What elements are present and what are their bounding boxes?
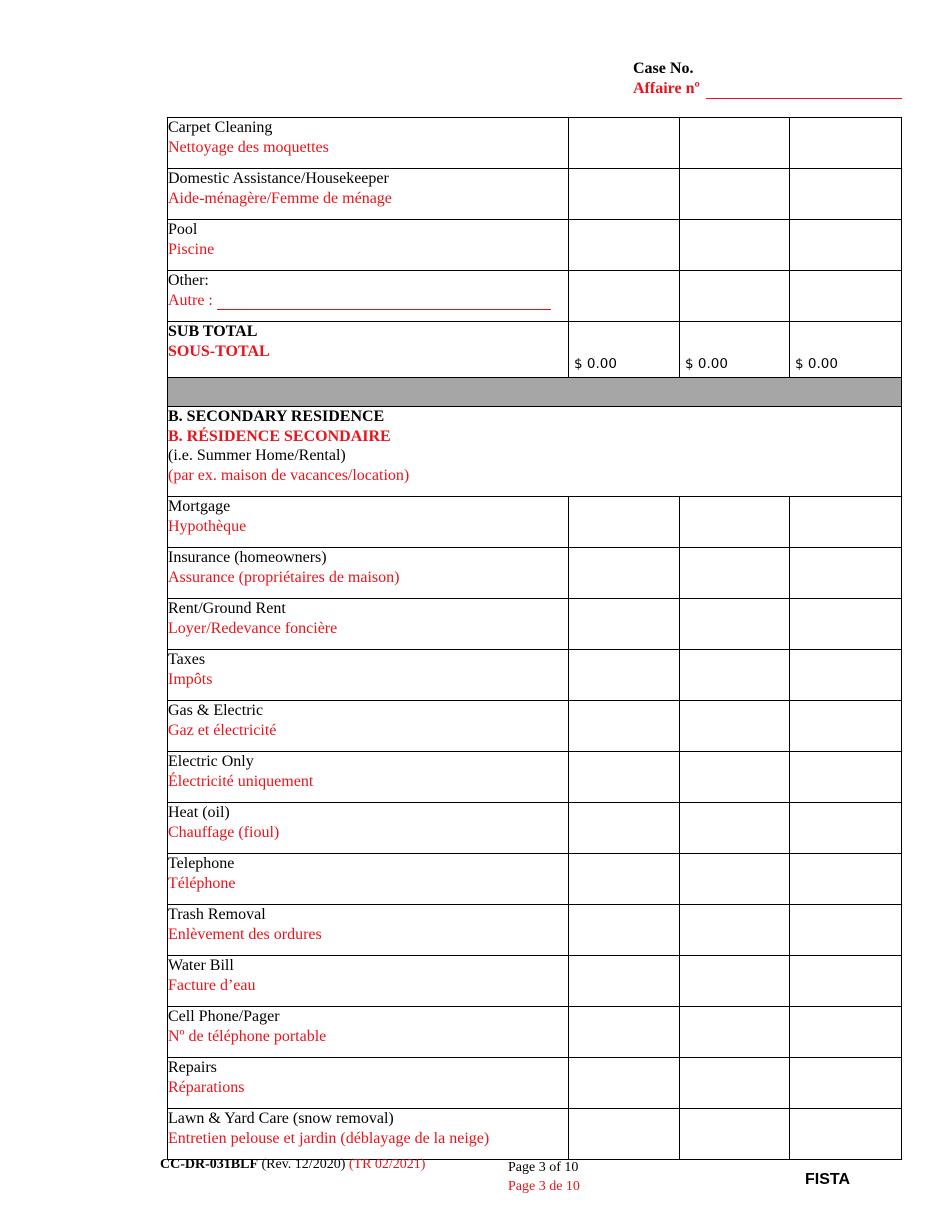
- row-label: [168, 803, 569, 854]
- amount-cell[interactable]: [569, 905, 680, 956]
- table-row: [168, 1058, 902, 1109]
- section-note-en: (i.e. Summer Home/Rental): [168, 447, 346, 464]
- table-row: [168, 905, 902, 956]
- row-label-en: Gas & Electric: [168, 702, 264, 719]
- form-code: [160, 1157, 425, 1173]
- subtotal-label-en: SUB TOTAL: [168, 323, 258, 340]
- row-label: [168, 1007, 569, 1058]
- amount-cell[interactable]: [680, 1109, 790, 1160]
- amount-cell[interactable]: [569, 1007, 680, 1058]
- row-label: [168, 752, 569, 803]
- amount-cell[interactable]: [790, 1007, 902, 1058]
- subtotal-value: $ 0.00: [680, 322, 790, 378]
- amount-cell[interactable]: [569, 701, 680, 752]
- amount-cell[interactable]: [680, 599, 790, 650]
- amount-cell[interactable]: [680, 169, 790, 220]
- row-label: [168, 599, 569, 650]
- row-label-fr: Nº de téléphone portable: [168, 1027, 327, 1045]
- section-title-fr: B. RÉSIDENCE SECONDAIRE: [168, 427, 391, 445]
- amount-cell[interactable]: [790, 1109, 902, 1160]
- row-label-en: Water Bill: [168, 957, 234, 974]
- page-number-fr: Page 3 de 10: [508, 1179, 580, 1194]
- row-label-fr: Gaz et électricité: [168, 721, 277, 739]
- row-label: [168, 497, 569, 548]
- table-row: [168, 169, 902, 220]
- row-label: [168, 271, 569, 322]
- table-row: [168, 1109, 902, 1160]
- table-row: [168, 854, 902, 905]
- amount-cell[interactable]: [680, 118, 790, 169]
- case-number-field[interactable]: [706, 81, 902, 99]
- page-number: [508, 1158, 580, 1196]
- amount-cell[interactable]: [680, 650, 790, 701]
- row-label-fr: Autre :: [168, 291, 213, 309]
- subtotal-label-fr: SOUS-TOTAL: [168, 342, 270, 360]
- amount-cell[interactable]: [569, 169, 680, 220]
- row-label-en: Telephone: [168, 855, 235, 872]
- table-row: [168, 803, 902, 854]
- row-label-fr: Nettoyage des moquettes: [168, 138, 329, 156]
- amount-cell[interactable]: [790, 169, 902, 220]
- amount-cell[interactable]: [569, 548, 680, 599]
- row-label: [168, 1058, 569, 1109]
- row-label-en: Carpet Cleaning: [168, 119, 273, 136]
- table-row: [168, 271, 902, 322]
- row-label-en: Trash Removal: [168, 906, 266, 923]
- amount-cell[interactable]: [569, 599, 680, 650]
- amount-cell[interactable]: [569, 271, 680, 322]
- amount-cell[interactable]: [569, 1058, 680, 1109]
- table-row: [168, 752, 902, 803]
- row-label-fr: Enlèvement des ordures: [168, 925, 322, 943]
- amount-cell[interactable]: [569, 956, 680, 1007]
- row-label: [168, 854, 569, 905]
- row-label-fr: Électricité uniquement: [168, 772, 314, 790]
- amount-cell[interactable]: [790, 650, 902, 701]
- amount-cell[interactable]: [680, 497, 790, 548]
- row-label: [168, 169, 569, 220]
- amount-cell[interactable]: [680, 854, 790, 905]
- row-label-fr: Hypothèque: [168, 517, 247, 535]
- row-label-en: Rent/Ground Rent: [168, 600, 286, 617]
- table-row: [168, 118, 902, 169]
- row-label-en: Mortgage: [168, 498, 231, 515]
- section-divider: [168, 378, 902, 407]
- table-row: [168, 548, 902, 599]
- section-note-fr: (par ex. maison de vacances/location): [168, 466, 410, 484]
- amount-cell[interactable]: [790, 1058, 902, 1109]
- row-label-en: Pool: [168, 221, 198, 238]
- affaire-no-label: Affaire nº: [633, 80, 700, 97]
- amount-cell[interactable]: [790, 220, 902, 271]
- case-no-label: Case No.: [633, 60, 694, 77]
- other-description-field[interactable]: [217, 293, 551, 310]
- row-label-fr: Chauffage (fioul): [168, 823, 280, 841]
- row-label-fr: Réparations: [168, 1078, 245, 1096]
- amount-cell[interactable]: [680, 701, 790, 752]
- amount-cell[interactable]: [680, 956, 790, 1007]
- row-label-en: Lawn & Yard Care (snow removal): [168, 1110, 394, 1127]
- row-label-fr: Impôts: [168, 670, 213, 688]
- row-label: [168, 118, 569, 169]
- row-label: [168, 650, 569, 701]
- amount-cell[interactable]: [790, 599, 902, 650]
- amount-cell[interactable]: [680, 752, 790, 803]
- form-id: CC-DR-031BLF: [160, 1157, 258, 1172]
- row-label: [168, 956, 569, 1007]
- section-header: [168, 407, 902, 497]
- row-label: [168, 220, 569, 271]
- amount-cell[interactable]: [790, 905, 902, 956]
- amount-cell[interactable]: [790, 118, 902, 169]
- row-label: [168, 701, 569, 752]
- row-label-fr: Facture d’eau: [168, 976, 256, 994]
- row-label: [168, 1109, 569, 1160]
- row-label-fr: Loyer/Redevance foncière: [168, 619, 338, 637]
- amount-cell[interactable]: [569, 220, 680, 271]
- amount-cell[interactable]: [680, 271, 790, 322]
- row-label: [168, 322, 569, 378]
- amount-cell[interactable]: [569, 752, 680, 803]
- amount-cell[interactable]: [680, 905, 790, 956]
- row-label: [168, 548, 569, 599]
- row-label-fr: Téléphone: [168, 874, 236, 892]
- expense-table: [167, 117, 902, 1160]
- amount-cell[interactable]: [680, 1058, 790, 1109]
- amount-cell[interactable]: [790, 271, 902, 322]
- page-number-en: Page 3 of 10: [508, 1160, 579, 1175]
- amount-cell[interactable]: [680, 1007, 790, 1058]
- amount-cell[interactable]: [790, 854, 902, 905]
- table-row: [168, 1007, 902, 1058]
- amount-cell[interactable]: [569, 1109, 680, 1160]
- row-label-fr: Aide-ménagère/Femme de ménage: [168, 189, 392, 207]
- row-label-en: Domestic Assistance/Housekeeper: [168, 170, 389, 187]
- row-label: [168, 905, 569, 956]
- table-row: [168, 701, 902, 752]
- section-title-en: B. SECONDARY RESIDENCE: [168, 408, 385, 425]
- amount-cell[interactable]: [790, 956, 902, 1007]
- amount-cell[interactable]: [790, 701, 902, 752]
- row-label-fr: Assurance (propriétaires de maison): [168, 568, 400, 586]
- amount-cell[interactable]: [569, 803, 680, 854]
- amount-cell[interactable]: [790, 752, 902, 803]
- row-label-en: Electric Only: [168, 753, 254, 770]
- table-row: [168, 220, 902, 271]
- amount-cell[interactable]: [790, 548, 902, 599]
- form-translation-revision: (TR 02/2021): [348, 1157, 426, 1172]
- row-label-fr: Entretien pelouse et jardin (déblayage de la neige): [168, 1129, 490, 1147]
- amount-cell[interactable]: [790, 497, 902, 548]
- amount-cell[interactable]: [569, 118, 680, 169]
- row-label-en: Taxes: [168, 651, 206, 668]
- row-label-en: Other:: [168, 272, 209, 289]
- row-label-en: Insurance (homeowners): [168, 549, 327, 566]
- amount-cell[interactable]: [569, 497, 680, 548]
- table-row: [168, 650, 902, 701]
- section-header-row: [168, 407, 902, 497]
- row-label-en: Heat (oil): [168, 804, 230, 821]
- row-label-fr: Piscine: [168, 240, 215, 258]
- amount-cell[interactable]: [680, 548, 790, 599]
- amount-cell[interactable]: [790, 803, 902, 854]
- subtotal-value: $ 0.00: [790, 322, 902, 378]
- amount-cell[interactable]: [569, 650, 680, 701]
- table-row: [168, 956, 902, 1007]
- amount-cell[interactable]: [680, 803, 790, 854]
- form-revision: (Rev. 12/2020): [261, 1157, 346, 1172]
- table-row: [168, 497, 902, 548]
- fista-label: FISTA: [805, 1171, 851, 1188]
- gray-separator: [168, 378, 902, 407]
- amount-cell[interactable]: [569, 854, 680, 905]
- subtotal-value: $ 0.00: [569, 322, 680, 378]
- row-label-en: Cell Phone/Pager: [168, 1008, 280, 1025]
- row-label-en: Repairs: [168, 1059, 217, 1076]
- amount-cell[interactable]: [680, 220, 790, 271]
- case-number-header: [633, 59, 902, 99]
- subtotal-row: [168, 322, 902, 378]
- table-row: [168, 599, 902, 650]
